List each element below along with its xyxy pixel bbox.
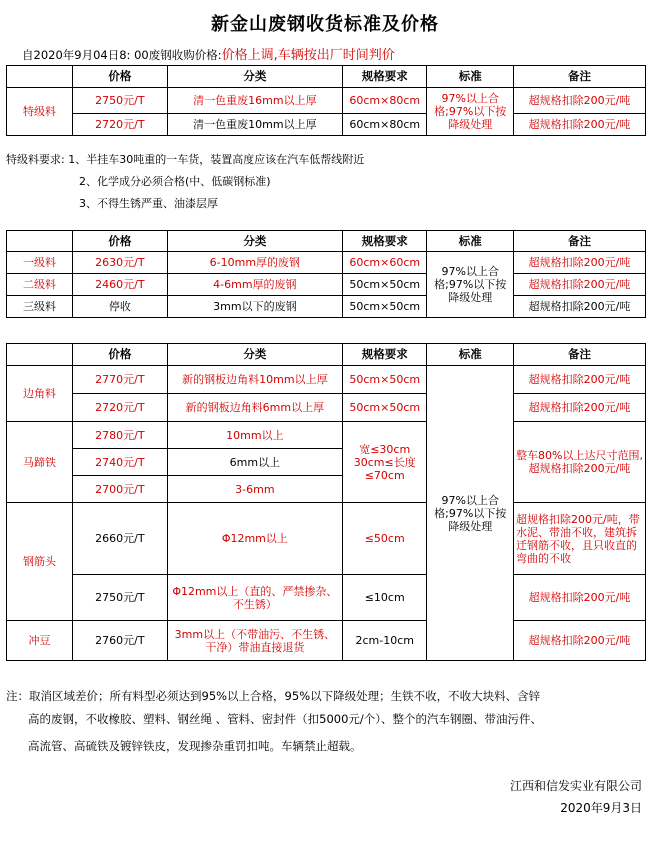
- table-row: [7, 296, 646, 318]
- price-cell: 2770元/T: [72, 366, 167, 394]
- spec-cell: 50cm×50cm: [342, 296, 427, 318]
- price-cell: 2780元/T: [72, 422, 167, 449]
- header-category: 分类: [167, 66, 342, 88]
- header-standard: 标准: [427, 344, 514, 366]
- price-cell: 2660元/T: [72, 503, 167, 575]
- grade-name: 一级料: [7, 252, 73, 274]
- category-cell: 6mm以上: [167, 449, 342, 476]
- table-row: [7, 366, 646, 394]
- header-remark: 备注: [514, 344, 646, 366]
- category-cell: 清一色重废16mm以上厚: [167, 88, 342, 114]
- header-category: 分类: [167, 231, 342, 252]
- table-row: [7, 422, 646, 449]
- grade-table: [6, 230, 646, 318]
- remark-cell: 超规格扣除200元/吨: [514, 366, 646, 394]
- category-cell: 10mm以上: [167, 422, 342, 449]
- spec-cell: 2cm-10cm: [342, 621, 427, 661]
- remark-cell: 超规格扣除200元/吨: [514, 88, 646, 114]
- price-cell: 2760元/T: [72, 621, 167, 661]
- header-spec: 规格要求: [342, 344, 427, 366]
- page-title: 新金山废钢收货标准及价格: [211, 14, 439, 35]
- header-blank: [7, 66, 73, 88]
- header-remark: 备注: [514, 66, 646, 88]
- spec-cell: ≤50cm: [342, 503, 427, 575]
- header-price: 价格: [72, 66, 167, 88]
- spec-cell: 60cm×80cm: [342, 88, 427, 114]
- price-cell: 2700元/T: [72, 476, 167, 503]
- price-cell: 停收: [72, 296, 167, 318]
- price-date-line: [22, 44, 395, 63]
- note-line: 注：取消区域差价；所有料型必须达到95%以上合格，95%以下降级处理；生铁不收，不收大块料、含锌: [6, 689, 541, 703]
- remark-cell: 超规格扣除200元/吨: [514, 252, 646, 274]
- table-header-row: [7, 231, 646, 252]
- spec-cell: 60cm×60cm: [342, 252, 427, 274]
- category-cell: 清一色重废10mm以上厚: [167, 114, 342, 136]
- requirement-item: 3、不得生锈严重、油漆层厚: [79, 197, 218, 210]
- company-name: 江西和信发实业有限公司: [509, 779, 642, 793]
- price-cell: 2720元/T: [72, 114, 167, 136]
- remark-cell: 超规格扣除200元/吨，带水泥、带油不收，建筑拆迁钢筋不收，且只收直的弯曲的不收: [514, 503, 646, 575]
- category-cell: 3mm以上（不带油污、不生锈、干净）带油直接退货: [167, 621, 342, 661]
- spec-cell: 50cm×50cm: [342, 274, 427, 296]
- category-cell: 3-6mm: [167, 476, 342, 503]
- remark-cell: 超规格扣除200元/吨: [514, 114, 646, 136]
- header-standard: 标准: [427, 66, 514, 88]
- category-cell: 6-10mm厚的废钢: [167, 252, 342, 274]
- grade-name: 冲豆: [7, 621, 73, 661]
- spec-cell: 50cm×50cm: [342, 366, 427, 394]
- remark-cell: 整车80%以上达尺寸范围,超规格扣除200元/吨: [514, 422, 646, 503]
- requirement-item: 1、半挂车30吨重的一车货，装置高度应该在汽车低帮线附近: [68, 153, 365, 166]
- table-row: [7, 503, 646, 575]
- price-cell: 2630元/T: [72, 252, 167, 274]
- price-cell: 2460元/T: [72, 274, 167, 296]
- remark-cell: 超规格扣除200元/吨: [514, 621, 646, 661]
- grade-name: 二级料: [7, 274, 73, 296]
- remark-cell: 超规格扣除200元/吨: [514, 296, 646, 318]
- header-category: 分类: [167, 344, 342, 366]
- issue-date: 2020年9月3日: [560, 801, 642, 815]
- header-blank: [7, 231, 73, 252]
- header-blank: [7, 344, 73, 366]
- requirement-item: 2、化学成分必须合格(中、低碳钢标准): [79, 175, 271, 188]
- category-cell: 4-6mm厚的废钢: [167, 274, 342, 296]
- grade-name: 马蹄铁: [7, 422, 73, 503]
- table-row: [7, 114, 646, 136]
- category-cell: Φ12mm以上（直的、严禁掺杂、不生锈）: [167, 575, 342, 621]
- grade-name: 三级料: [7, 296, 73, 318]
- spec-cell: ≤10cm: [342, 575, 427, 621]
- note-line: 高流管、高硫铁及镀锌铁皮，发现掺杂重罚扣吨。车辆禁止超载。: [28, 739, 362, 753]
- price-date-prefix: 自2020年9月04日8: 00废钢收购价格:: [22, 48, 222, 62]
- price-cell: 2720元/T: [72, 394, 167, 422]
- standard-cell: 97%以上合格;97%以下按降级处理: [427, 366, 514, 661]
- category-cell: Φ12mm以上: [167, 503, 342, 575]
- spec-cell: 60cm×80cm: [342, 114, 427, 136]
- standard-cell: 97%以上合格;97%以下按降级处理: [427, 252, 514, 318]
- grade-name: 特级料: [7, 88, 73, 136]
- table-row: [7, 88, 646, 114]
- grade-name: 边角料: [7, 366, 73, 422]
- remark-cell: 超规格扣除200元/吨: [514, 274, 646, 296]
- note-line: 高的废钢，不收橡胶、塑料、钢丝绳 、管料、密封件（扣5000元/个）、整个的汽车钢圈、带油污件、: [28, 712, 543, 726]
- category-cell: 3mm以下的废钢: [167, 296, 342, 318]
- price-cell: 2750元/T: [72, 575, 167, 621]
- price-cell: 2750元/T: [72, 88, 167, 114]
- requirements-label: 特级料要求:: [6, 153, 65, 166]
- header-price: 价格: [72, 344, 167, 366]
- header-standard: 标准: [427, 231, 514, 252]
- table-row: [7, 274, 646, 296]
- header-remark: 备注: [514, 231, 646, 252]
- remark-cell: 超规格扣除200元/吨: [514, 394, 646, 422]
- special-grade-table: [6, 65, 646, 136]
- table-header-row: [7, 66, 646, 88]
- spec-cell: 50cm×50cm: [342, 394, 427, 422]
- table-row: [7, 252, 646, 274]
- category-cell: 新的钢板边角料6mm以上厚: [167, 394, 342, 422]
- standard-cell: 97%以上合格;97%以下按降级处理: [427, 88, 514, 136]
- spec-cell: 宽≤30cm 30cm≤长度≤70cm: [342, 422, 427, 503]
- remark-cell: 超规格扣除200元/吨: [514, 575, 646, 621]
- category-cell: 新的钢板边角料10mm以上厚: [167, 366, 342, 394]
- special-material-table: [6, 343, 646, 661]
- header-spec: 规格要求: [342, 231, 427, 252]
- grade-name: 钢筋头: [7, 503, 73, 621]
- price-update-notice: 价格上调,车辆按出厂时间判价: [221, 48, 395, 63]
- header-spec: 规格要求: [342, 66, 427, 88]
- price-cell: 2740元/T: [72, 449, 167, 476]
- table-row: [7, 394, 646, 422]
- table-row: [7, 575, 646, 621]
- table-header-row: [7, 344, 646, 366]
- table-row: [7, 621, 646, 661]
- requirements-line-1: [6, 151, 364, 167]
- header-price: 价格: [72, 231, 167, 252]
